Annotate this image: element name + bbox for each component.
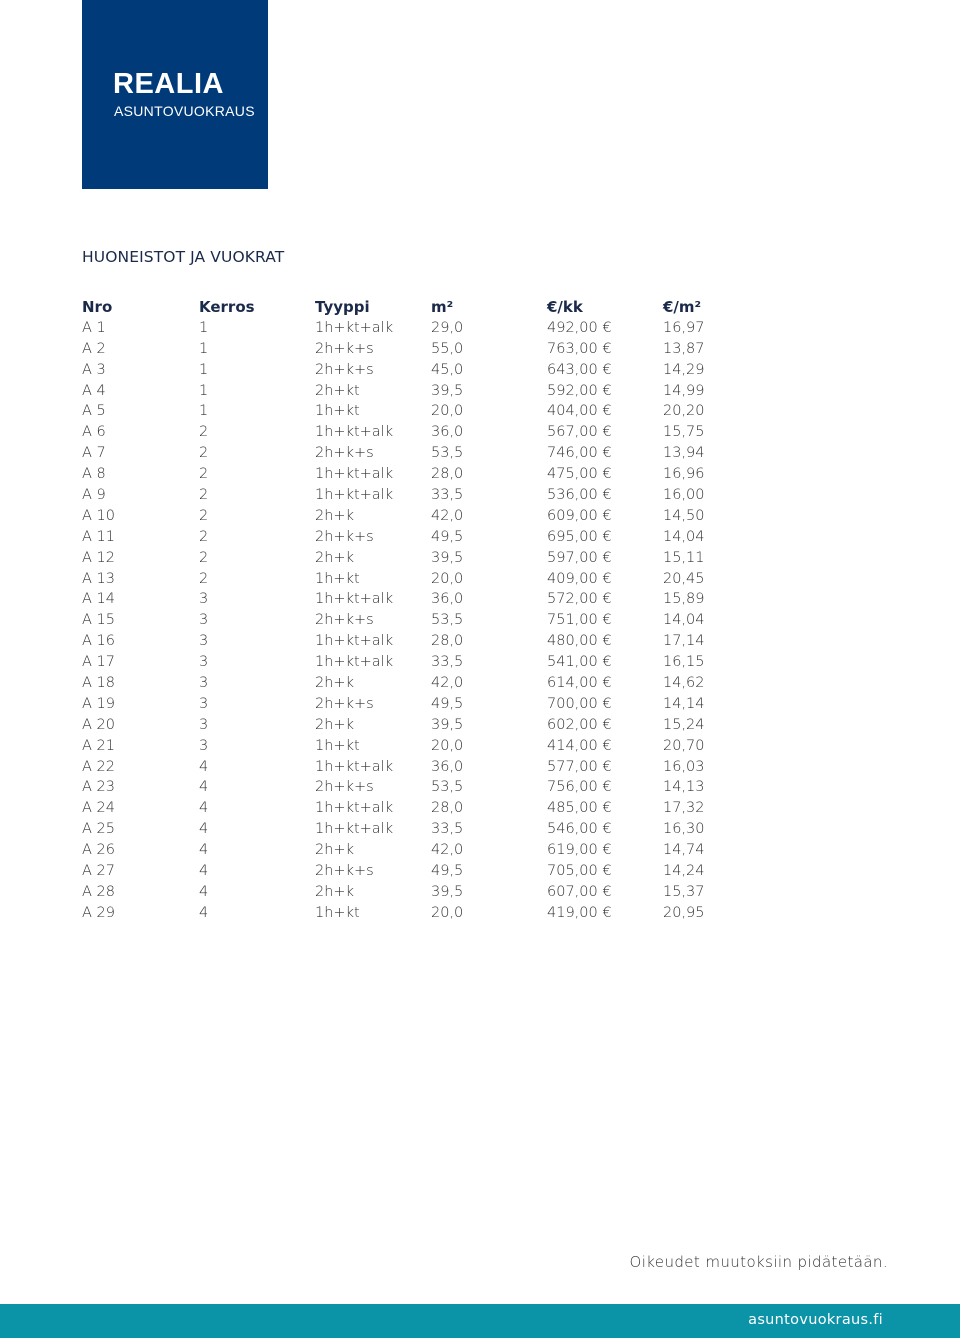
cell-m2: 28,0	[431, 466, 464, 483]
footer-note: Oikeudet muutoksiin pidätetään.	[629, 1253, 888, 1271]
cell-kerros: 1	[199, 382, 209, 399]
table-row	[82, 589, 762, 610]
cell-nro: A 28	[82, 883, 115, 900]
cell-price-m2: 14,74	[663, 842, 705, 859]
cell-m2: 42,0	[431, 842, 464, 859]
cell-price-m2: 14,50	[663, 507, 705, 524]
cell-nro: A 15	[82, 612, 115, 629]
cell-nro: A 16	[82, 633, 115, 650]
cell-nro: A 25	[82, 821, 115, 838]
cell-price-m2: 14,99	[663, 382, 705, 399]
cell-nro: A 18	[82, 675, 115, 692]
table-row	[82, 464, 762, 485]
cell-kerros: 3	[199, 695, 209, 712]
header-price-m2: €/m²	[663, 298, 702, 316]
cell-price-m2: 17,14	[663, 633, 705, 650]
cell-tyyppi: 1h+kt+alk	[315, 758, 394, 775]
table-row	[82, 777, 762, 798]
cell-price-month: 614,00 €	[547, 675, 612, 692]
section-title: HUONEISTOT JA VUOKRAT	[82, 248, 285, 266]
cell-price-m2: 16,30	[663, 821, 705, 838]
table-row	[82, 694, 762, 715]
cell-price-month: 602,00 €	[547, 716, 612, 733]
cell-m2: 33,5	[431, 821, 464, 838]
cell-nro: A 29	[82, 904, 115, 921]
cell-m2: 39,5	[431, 382, 464, 399]
cell-price-m2: 16,00	[663, 487, 705, 504]
cell-price-m2: 15,24	[663, 716, 705, 733]
cell-nro: A 21	[82, 737, 115, 754]
cell-price-month: 485,00 €	[547, 800, 612, 817]
table-row	[82, 610, 762, 631]
cell-price-m2: 14,24	[663, 863, 705, 880]
cell-kerros: 3	[199, 716, 209, 733]
cell-kerros: 4	[199, 758, 209, 775]
cell-tyyppi: 2h+k	[315, 549, 354, 566]
cell-price-m2: 14,04	[663, 612, 705, 629]
cell-tyyppi: 1h+kt+alk	[315, 319, 394, 336]
cell-price-month: 763,00 €	[547, 340, 612, 357]
table-row	[82, 652, 762, 673]
table-row	[82, 861, 762, 882]
table-row	[82, 631, 762, 652]
cell-price-m2: 15,37	[663, 883, 705, 900]
cell-nro: A 22	[82, 758, 115, 775]
cell-price-m2: 15,89	[663, 591, 705, 608]
cell-price-month: 643,00 €	[547, 361, 612, 378]
cell-price-m2: 14,62	[663, 675, 705, 692]
cell-tyyppi: 1h+kt+alk	[315, 654, 394, 671]
cell-tyyppi: 2h+k	[315, 507, 354, 524]
table-row	[82, 422, 762, 443]
cell-price-m2: 13,87	[663, 340, 705, 357]
cell-nro: A 23	[82, 779, 115, 796]
cell-kerros: 2	[199, 487, 209, 504]
cell-price-month: 480,00 €	[547, 633, 612, 650]
cell-nro: A 6	[82, 424, 106, 441]
cell-kerros: 2	[199, 507, 209, 524]
table-row	[82, 715, 762, 736]
cell-m2: 45,0	[431, 361, 464, 378]
cell-tyyppi: 2h+k+s	[315, 612, 374, 629]
cell-nro: A 10	[82, 507, 115, 524]
cell-kerros: 2	[199, 528, 209, 545]
cell-nro: A 5	[82, 403, 106, 420]
cell-kerros: 2	[199, 549, 209, 566]
cell-kerros: 4	[199, 863, 209, 880]
cell-kerros: 3	[199, 737, 209, 754]
cell-tyyppi: 1h+kt+alk	[315, 633, 394, 650]
cell-price-month: 492,00 €	[547, 319, 612, 336]
cell-price-month: 746,00 €	[547, 445, 612, 462]
cell-m2: 33,5	[431, 654, 464, 671]
cell-m2: 20,0	[431, 737, 464, 754]
cell-nro: A 9	[82, 487, 106, 504]
cell-tyyppi: 1h+kt+alk	[315, 591, 394, 608]
table-row	[82, 485, 762, 506]
cell-tyyppi: 1h+kt	[315, 904, 360, 921]
header-price-month: €/kk	[547, 298, 583, 316]
cell-price-month: 404,00 €	[547, 403, 612, 420]
cell-price-month: 414,00 €	[547, 737, 612, 754]
header-nro: Nro	[82, 298, 113, 316]
cell-price-month: 536,00 €	[547, 487, 612, 504]
cell-nro: A 7	[82, 445, 106, 462]
header-tyyppi: Tyyppi	[315, 298, 370, 316]
cell-price-m2: 14,29	[663, 361, 705, 378]
cell-tyyppi: 1h+kt+alk	[315, 466, 394, 483]
table-row	[82, 527, 762, 548]
table-row	[82, 903, 762, 924]
cell-m2: 39,5	[431, 883, 464, 900]
cell-m2: 28,0	[431, 633, 464, 650]
cell-m2: 55,0	[431, 340, 464, 357]
cell-tyyppi: 1h+kt	[315, 403, 360, 420]
cell-m2: 39,5	[431, 549, 464, 566]
cell-tyyppi: 2h+k+s	[315, 528, 374, 545]
cell-price-m2: 20,45	[663, 570, 705, 587]
cell-price-month: 619,00 €	[547, 842, 612, 859]
cell-kerros: 4	[199, 883, 209, 900]
cell-price-month: 700,00 €	[547, 695, 612, 712]
cell-tyyppi: 2h+k+s	[315, 863, 374, 880]
table-row	[82, 819, 762, 840]
cell-nro: A 11	[82, 528, 115, 545]
cell-kerros: 4	[199, 821, 209, 838]
cell-m2: 53,5	[431, 445, 464, 462]
apartment-table	[82, 297, 762, 924]
cell-nro: A 17	[82, 654, 115, 671]
table-row	[82, 757, 762, 778]
cell-tyyppi: 2h+k	[315, 675, 354, 692]
cell-m2: 42,0	[431, 675, 464, 692]
cell-kerros: 3	[199, 675, 209, 692]
cell-m2: 36,0	[431, 591, 464, 608]
cell-price-month: 695,00 €	[547, 528, 612, 545]
cell-nro: A 19	[82, 695, 115, 712]
cell-tyyppi: 1h+kt	[315, 737, 360, 754]
cell-nro: A 24	[82, 800, 115, 817]
cell-m2: 49,5	[431, 528, 464, 545]
cell-m2: 53,5	[431, 779, 464, 796]
cell-price-m2: 20,95	[663, 904, 705, 921]
cell-kerros: 1	[199, 340, 209, 357]
cell-tyyppi: 1h+kt	[315, 570, 360, 587]
logo-title: REALIA	[113, 68, 224, 100]
cell-price-m2: 15,11	[663, 549, 705, 566]
cell-kerros: 4	[199, 779, 209, 796]
cell-price-month: 756,00 €	[547, 779, 612, 796]
cell-price-m2: 16,97	[663, 319, 705, 336]
cell-tyyppi: 2h+kt	[315, 382, 360, 399]
cell-tyyppi: 1h+kt+alk	[315, 424, 394, 441]
cell-price-month: 419,00 €	[547, 904, 612, 921]
cell-price-month: 546,00 €	[547, 821, 612, 838]
cell-price-month: 597,00 €	[547, 549, 612, 566]
cell-m2: 20,0	[431, 904, 464, 921]
cell-nro: A 12	[82, 549, 115, 566]
cell-tyyppi: 2h+k	[315, 716, 354, 733]
cell-price-m2: 14,14	[663, 695, 705, 712]
cell-price-month: 567,00 €	[547, 424, 612, 441]
cell-kerros: 4	[199, 904, 209, 921]
table-row	[82, 360, 762, 381]
footer-url-link[interactable]: asuntovuokraus.fi	[748, 1312, 883, 1328]
cell-price-m2: 16,03	[663, 758, 705, 775]
realia-logo	[82, 0, 268, 189]
cell-m2: 20,0	[431, 403, 464, 420]
cell-m2: 49,5	[431, 863, 464, 880]
cell-kerros: 4	[199, 800, 209, 817]
header-m2: m²	[431, 298, 454, 316]
table-row	[82, 798, 762, 819]
cell-kerros: 2	[199, 445, 209, 462]
cell-m2: 42,0	[431, 507, 464, 524]
cell-nro: A 27	[82, 863, 115, 880]
cell-price-month: 607,00 €	[547, 883, 612, 900]
cell-m2: 49,5	[431, 695, 464, 712]
table-row	[82, 673, 762, 694]
cell-nro: A 26	[82, 842, 115, 859]
cell-m2: 39,5	[431, 716, 464, 733]
cell-nro: A 3	[82, 361, 106, 378]
cell-kerros: 3	[199, 654, 209, 671]
logo-subtitle: ASUNTOVUOKRAUS	[114, 103, 255, 119]
table-row	[82, 401, 762, 422]
cell-tyyppi: 1h+kt+alk	[315, 487, 394, 504]
footer-bar	[0, 1304, 960, 1338]
table-row	[82, 381, 762, 402]
cell-price-month: 577,00 €	[547, 758, 612, 775]
cell-m2: 33,5	[431, 487, 464, 504]
cell-price-m2: 16,15	[663, 654, 705, 671]
header-kerros: Kerros	[199, 298, 255, 316]
cell-tyyppi: 2h+k+s	[315, 361, 374, 378]
cell-tyyppi: 1h+kt+alk	[315, 821, 394, 838]
cell-m2: 53,5	[431, 612, 464, 629]
table-row	[82, 506, 762, 527]
cell-price-m2: 16,96	[663, 466, 705, 483]
cell-tyyppi: 2h+k	[315, 842, 354, 859]
table-row	[82, 443, 762, 464]
table-row	[82, 339, 762, 360]
cell-kerros: 4	[199, 842, 209, 859]
table-row	[82, 882, 762, 903]
cell-nro: A 13	[82, 570, 115, 587]
cell-nro: A 20	[82, 716, 115, 733]
cell-m2: 28,0	[431, 800, 464, 817]
cell-price-m2: 20,70	[663, 737, 705, 754]
table-header-row	[82, 297, 762, 318]
cell-kerros: 1	[199, 403, 209, 420]
cell-kerros: 3	[199, 591, 209, 608]
cell-m2: 36,0	[431, 424, 464, 441]
cell-tyyppi: 2h+k+s	[315, 340, 374, 357]
cell-price-m2: 15,75	[663, 424, 705, 441]
cell-price-month: 592,00 €	[547, 382, 612, 399]
cell-tyyppi: 2h+k+s	[315, 695, 374, 712]
cell-kerros: 1	[199, 361, 209, 378]
cell-tyyppi: 2h+k	[315, 883, 354, 900]
cell-price-month: 409,00 €	[547, 570, 612, 587]
cell-kerros: 3	[199, 612, 209, 629]
table-row	[82, 548, 762, 569]
cell-kerros: 2	[199, 424, 209, 441]
cell-price-month: 572,00 €	[547, 591, 612, 608]
cell-nro: A 14	[82, 591, 115, 608]
cell-price-month: 541,00 €	[547, 654, 612, 671]
cell-price-month: 705,00 €	[547, 863, 612, 880]
cell-price-month: 475,00 €	[547, 466, 612, 483]
cell-nro: A 8	[82, 466, 106, 483]
cell-price-m2: 14,13	[663, 779, 705, 796]
cell-m2: 20,0	[431, 570, 464, 587]
cell-kerros: 3	[199, 633, 209, 650]
cell-price-m2: 14,04	[663, 528, 705, 545]
table-row	[82, 840, 762, 861]
table-row	[82, 736, 762, 757]
cell-nro: A 2	[82, 340, 106, 357]
cell-price-m2: 17,32	[663, 800, 705, 817]
table-row	[82, 318, 762, 339]
cell-m2: 29,0	[431, 319, 464, 336]
cell-nro: A 1	[82, 319, 106, 336]
cell-tyyppi: 2h+k+s	[315, 779, 374, 796]
table-row	[82, 569, 762, 590]
cell-kerros: 2	[199, 570, 209, 587]
cell-price-m2: 20,20	[663, 403, 705, 420]
cell-nro: A 4	[82, 382, 106, 399]
cell-price-m2: 13,94	[663, 445, 705, 462]
cell-tyyppi: 1h+kt+alk	[315, 800, 394, 817]
cell-kerros: 2	[199, 466, 209, 483]
cell-price-month: 751,00 €	[547, 612, 612, 629]
cell-price-month: 609,00 €	[547, 507, 612, 524]
cell-tyyppi: 2h+k+s	[315, 445, 374, 462]
cell-m2: 36,0	[431, 758, 464, 775]
cell-kerros: 1	[199, 319, 209, 336]
